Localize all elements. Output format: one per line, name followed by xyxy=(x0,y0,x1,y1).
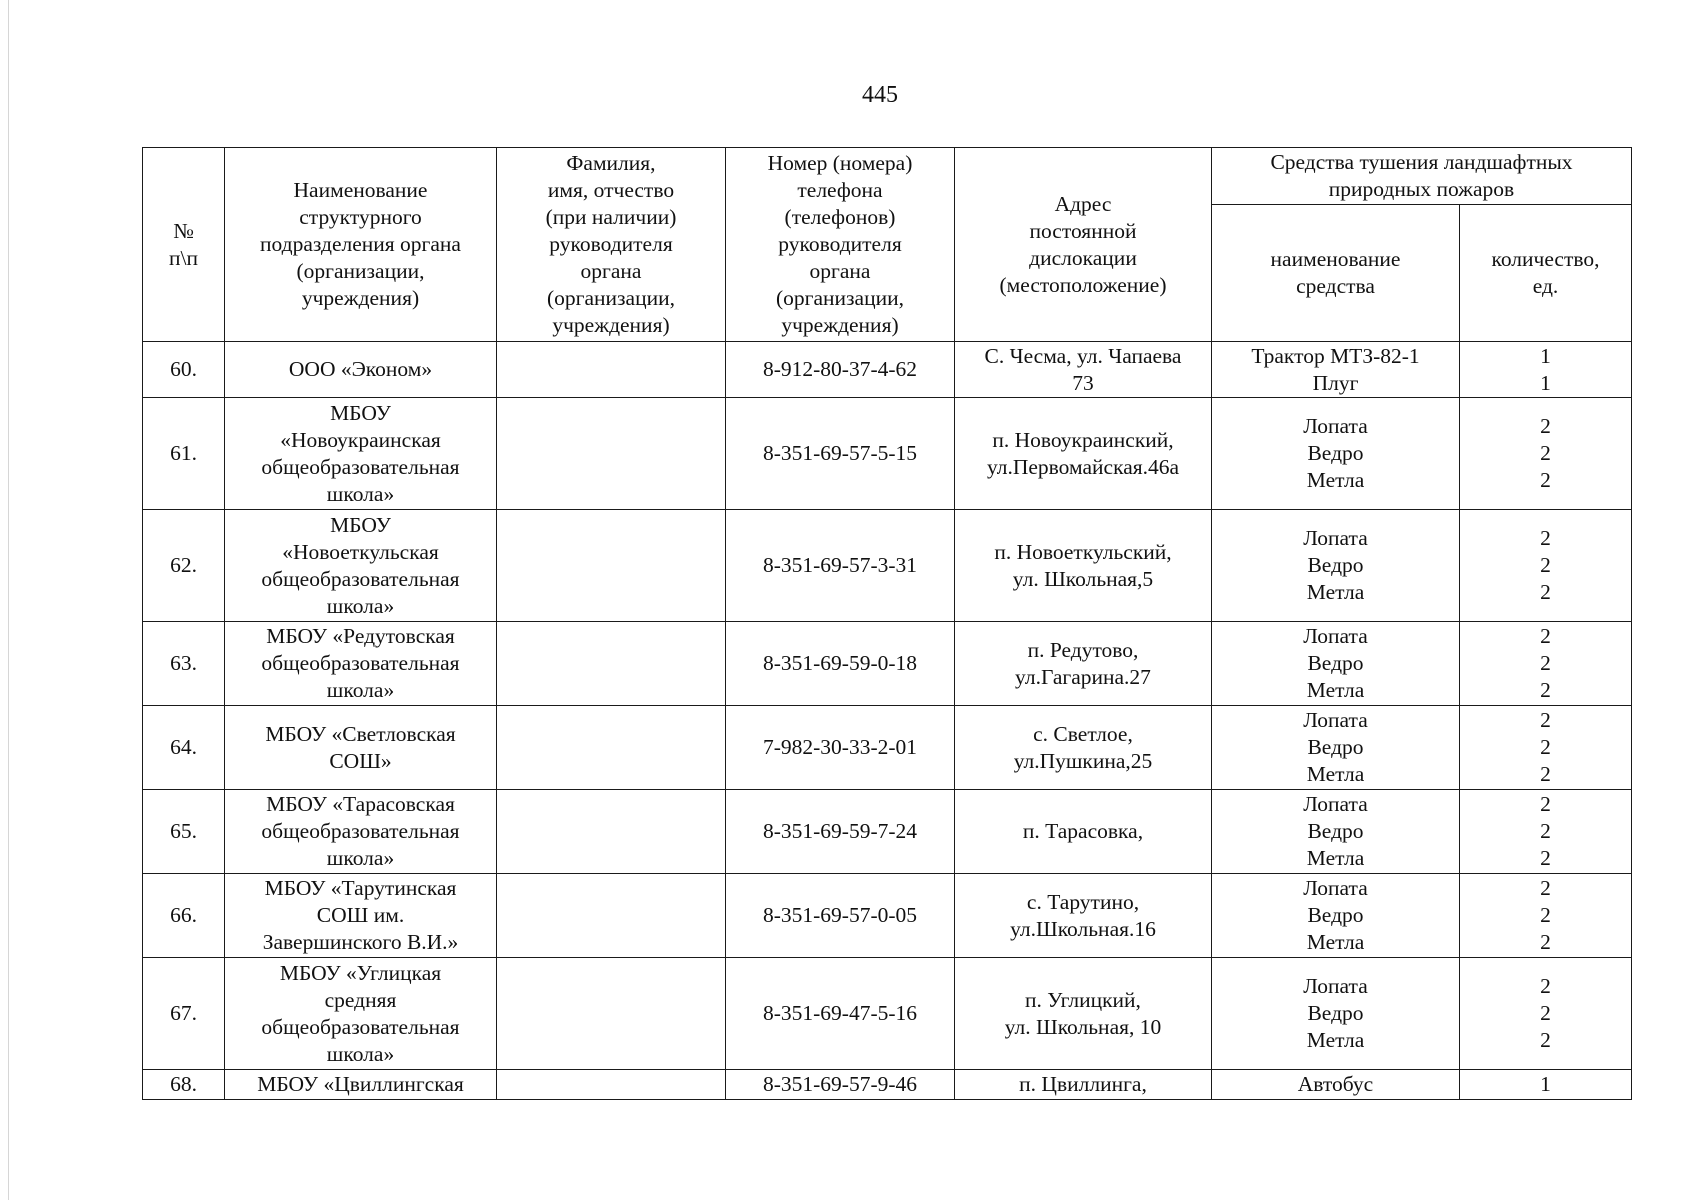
row-head xyxy=(497,342,726,398)
row-address: п. Новоеткульский, ул. Школьная,5 xyxy=(955,510,1212,622)
row-number: 66. xyxy=(143,874,225,958)
table-row xyxy=(143,510,1632,622)
row-address: п. Углицкий, ул. Школьная, 10 xyxy=(955,958,1212,1070)
row-phone: 8-351-69-57-3-31 xyxy=(726,510,955,622)
row-number: 64. xyxy=(143,706,225,790)
page-number: 445 xyxy=(862,82,898,108)
row-means: Лопата Ведро Метла xyxy=(1212,622,1460,706)
row-head xyxy=(497,622,726,706)
table-body xyxy=(143,342,1632,1100)
row-number: 65. xyxy=(143,790,225,874)
row-address: п. Новоукраинский, ул.Первомайская.46а xyxy=(955,398,1212,510)
row-number: 63. xyxy=(143,622,225,706)
row-address: С. Чесма, ул. Чапаева 73 xyxy=(955,342,1212,398)
table-row xyxy=(143,1070,1632,1100)
row-address: с. Тарутино, ул.Школьная.16 xyxy=(955,874,1212,958)
row-phone: 8-351-69-47-5-16 xyxy=(726,958,955,1070)
row-number: 60. xyxy=(143,342,225,398)
row-number: 67. xyxy=(143,958,225,1070)
row-name: МБОУ «Редутовская общеобразовательная школа» xyxy=(225,622,497,706)
row-qty: 1 xyxy=(1460,1070,1632,1100)
row-name: МБОУ «Тарасовская общеобразовательная школа» xyxy=(225,790,497,874)
row-head xyxy=(497,874,726,958)
row-qty: 2 2 2 xyxy=(1460,958,1632,1070)
row-qty: 2 2 2 xyxy=(1460,874,1632,958)
row-phone: 8-351-69-59-0-18 xyxy=(726,622,955,706)
row-head xyxy=(497,706,726,790)
row-means: Трактор МТЗ-82-1 Плуг xyxy=(1212,342,1460,398)
row-number: 62. xyxy=(143,510,225,622)
row-address: п. Цвиллинга, xyxy=(955,1070,1212,1100)
row-means: Лопата Ведро Метла xyxy=(1212,510,1460,622)
table-row xyxy=(143,706,1632,790)
row-name: МБОУ «Тарутинская СОШ им. Завершинского В.И.» xyxy=(225,874,497,958)
header-address: Адрес постоянной дислокации (местоположение) xyxy=(955,148,1212,342)
row-address: с. Светлое, ул.Пушкина,25 xyxy=(955,706,1212,790)
row-phone: 8-351-69-57-5-15 xyxy=(726,398,955,510)
row-name: МБОУ «Цвиллингская xyxy=(225,1070,497,1100)
row-qty: 2 2 2 xyxy=(1460,622,1632,706)
row-means: Лопата Ведро Метла xyxy=(1212,706,1460,790)
header-row-top xyxy=(143,148,1632,205)
table-row xyxy=(143,622,1632,706)
row-qty: 1 1 xyxy=(1460,342,1632,398)
row-name: МБОУ «Углицкая средняя общеобразовательная школа» xyxy=(225,958,497,1070)
header-num: № п\п xyxy=(143,148,225,342)
row-qty: 2 2 2 xyxy=(1460,706,1632,790)
row-head xyxy=(497,958,726,1070)
row-means: Лопата Ведро Метла xyxy=(1212,958,1460,1070)
table-row xyxy=(143,398,1632,510)
header-name: Наименование структурного подразделения органа (организации, учреждения) xyxy=(225,148,497,342)
page-binding-edge xyxy=(8,0,9,1200)
header-head: Фамилия, имя, отчество (при наличии) руководителя органа (организации, учреждения) xyxy=(497,148,726,342)
row-qty: 2 2 2 xyxy=(1460,790,1632,874)
table-row xyxy=(143,958,1632,1070)
row-phone: 8-351-69-59-7-24 xyxy=(726,790,955,874)
row-head xyxy=(497,1070,726,1100)
table-row xyxy=(143,342,1632,398)
row-name: МБОУ «Новоеткульская общеобразовательная школа» xyxy=(225,510,497,622)
row-name: МБОУ «Светловская СОШ» xyxy=(225,706,497,790)
row-number: 61. xyxy=(143,398,225,510)
header-phone: Номер (номера) телефона (телефонов) руководителя органа (организации, учреждения) xyxy=(726,148,955,342)
table-row xyxy=(143,790,1632,874)
row-number: 68. xyxy=(143,1070,225,1100)
header-means-group: Средства тушения ландшафтных природных пожаров xyxy=(1212,148,1632,205)
row-qty: 2 2 2 xyxy=(1460,398,1632,510)
row-head xyxy=(497,510,726,622)
header-means-qty: количество, ед. xyxy=(1460,205,1632,342)
row-name: ООО «Эконом» xyxy=(225,342,497,398)
row-means: Лопата Ведро Метла xyxy=(1212,874,1460,958)
row-phone: 7-982-30-33-2-01 xyxy=(726,706,955,790)
row-address: п. Редутово, ул.Гагарина.27 xyxy=(955,622,1212,706)
row-means: Лопата Ведро Метла xyxy=(1212,398,1460,510)
row-phone: 8-351-69-57-9-46 xyxy=(726,1070,955,1100)
row-head xyxy=(497,398,726,510)
row-phone: 8-351-69-57-0-05 xyxy=(726,874,955,958)
row-means: Лопата Ведро Метла xyxy=(1212,790,1460,874)
row-address: п. Тарасовка, xyxy=(955,790,1212,874)
row-phone: 8-912-80-37-4-62 xyxy=(726,342,955,398)
row-head xyxy=(497,790,726,874)
row-name: МБОУ «Новоукраинская общеобразовательная школа» xyxy=(225,398,497,510)
row-qty: 2 2 2 xyxy=(1460,510,1632,622)
row-means: Автобус xyxy=(1212,1070,1460,1100)
fire-means-table xyxy=(142,147,1632,1100)
table-row xyxy=(143,874,1632,958)
header-means-name: наименование средства xyxy=(1212,205,1460,342)
